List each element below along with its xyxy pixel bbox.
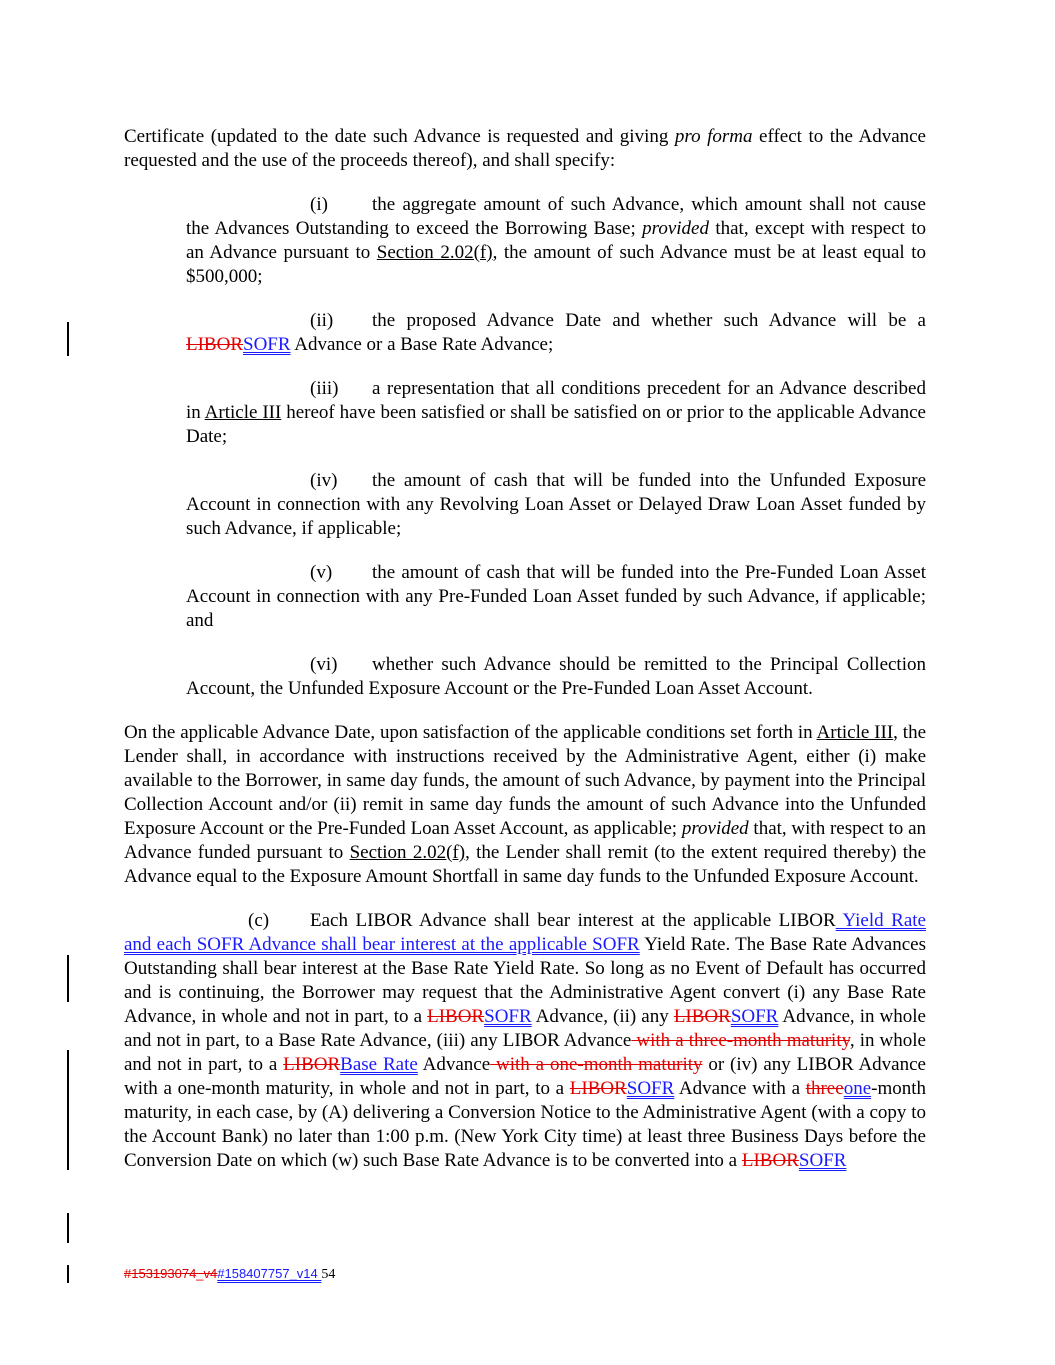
text-run: Advance, in whole and not in part, to a Base Rate Advance, (iii) any LIBOR Advance	[124, 1006, 926, 1051]
change-bar	[67, 1265, 69, 1283]
text-run: , the Lender shall remit (to the extent required thereby) the Advance equal to the Exposure Amount Shortfall in same day funds to the Unfunded Exposure Account.	[124, 842, 927, 887]
inserted-text: one	[843, 1078, 872, 1099]
list-item-paragraph	[186, 377, 926, 449]
list-item-paragraph	[186, 561, 926, 633]
text-run: whether such Advance should be remitted to the Principal Collection Account, the Unfunded Exposure Account or the Pre-Funded Loan Asset Account.	[186, 654, 926, 699]
text-run: the aggregate amount of such Advance, which amount shall not cause the Advances Outstanding to exceed the Borrowing Base;	[186, 194, 926, 239]
deleted-text: LIBOR	[427, 1006, 485, 1027]
cross-reference-link[interactable]: Section 2.02(f)	[376, 242, 493, 263]
paragraph	[124, 909, 926, 1173]
list-item-paragraph	[186, 469, 926, 541]
document-body	[124, 125, 926, 1193]
text-run: , the amount of such Advance must be at least equal to $500,000;	[186, 242, 926, 287]
paragraph	[124, 125, 926, 173]
text-run: Yield Rate. The Base Rate Advances Outstanding shall bear interest at the Base Rate Yield Rate. So long as no Event of Default has occurred and is continuing, the Borrower may request that the Administrative Agent convert (i) any Base Rate Advance, in whole and not in part, to a	[124, 934, 926, 1027]
paragraph	[124, 721, 926, 889]
clause-number: (i)	[310, 194, 328, 215]
deleted-text: LIBOR	[741, 1150, 799, 1171]
italic-text: provided	[642, 218, 709, 239]
text-run: On the applicable Advance Date, upon satisfaction of the applicable conditions set forth in	[124, 722, 817, 743]
text-run: Advance, (ii) any	[531, 1006, 674, 1027]
inserted-text: SOFR	[243, 334, 291, 355]
inserted-text: SOFR	[730, 1006, 779, 1027]
deleted-text: three	[805, 1078, 844, 1099]
text-run: hereof have been satisfied or shall be satisfied on or prior to the applicable Advance Date;	[186, 402, 926, 447]
change-bar	[67, 1050, 69, 1170]
change-bar	[67, 1213, 69, 1243]
text-run: Advance with a	[674, 1078, 806, 1099]
inserted-text: Base Rate	[340, 1054, 418, 1075]
inserted-text: SOFR	[484, 1006, 532, 1027]
cross-reference-link[interactable]: Article III	[204, 402, 282, 423]
page-number: 54	[321, 1267, 336, 1282]
clause-number: (iv)	[310, 470, 338, 491]
text-run: the amount of cash that will be funded into the Pre-Funded Loan Asset Account in connection with any Pre-Funded Loan Asset funded by such Advance, if applicable; and	[186, 562, 926, 631]
italic-text: pro forma	[674, 126, 753, 147]
clause-number: (vi)	[310, 654, 338, 675]
deleted-text: LIBOR	[673, 1006, 731, 1027]
inserted-doc-id: #158407757_v14	[217, 1266, 322, 1281]
deleted-text: with a one-month maturity	[490, 1054, 703, 1075]
deleted-text: LIBOR	[569, 1078, 627, 1099]
text-run: Certificate (updated to the date such Advance is requested and giving	[124, 126, 675, 147]
text-run: Each LIBOR Advance shall bear interest at the applicable LIBOR	[310, 910, 836, 931]
deleted-text: LIBOR	[186, 334, 243, 355]
clause-number: (c)	[248, 910, 270, 931]
text-run: a representation that all conditions precedent for an Advance described in	[186, 378, 926, 423]
list-item-paragraph	[186, 309, 926, 357]
deleted-doc-id: #153193074_v4	[124, 1266, 218, 1281]
deleted-text: LIBOR	[283, 1054, 341, 1075]
text-run: , the Lender shall, in accordance with instructions received by the Administrative Agent, either (i) make available to the Borrower, in same day funds, the amount of such Advance, by payment into the Principal Collection Account and/or (ii) remit in same day funds the amount of such Advance into the Unfunded Exposure Account or the Pre-Funded Loan Asset Account, as applicable;	[124, 722, 927, 839]
deleted-text: with a three-month maturity	[631, 1030, 850, 1051]
text-run: -month maturity, in each case, by (A) delivering a Conversion Notice to the Administrative Agent (with a copy to the Account Bank) no later than 1:00 p.m. (New York City time) at least three Business Days before the Conversion Date on which (w) such Base Rate Advance is to be converted into a	[124, 1078, 927, 1171]
clause-number: (ii)	[310, 310, 334, 331]
cross-reference-link[interactable]: Section 2.02(f)	[349, 842, 466, 863]
list-item-paragraph	[186, 653, 926, 701]
inserted-text: Yield Rate and each SOFR Advance shall bear interest at the applicable SOFR	[124, 910, 926, 955]
change-bar	[67, 322, 69, 356]
text-run: Advance	[417, 1054, 491, 1075]
text-run: effect to the Advance requested and the use of the proceeds thereof), and shall specify:	[124, 126, 926, 171]
list-item-paragraph	[186, 193, 926, 289]
text-run: that, except with respect to an Advance pursuant to	[186, 218, 926, 263]
text-run: or (iv) any LIBOR Advance with a one-month maturity, in whole and not in part, to a	[124, 1054, 926, 1099]
cross-reference-link[interactable]: Article III	[816, 722, 894, 743]
text-run: the amount of cash that will be funded into the Unfunded Exposure Account in connection with any Revolving Loan Asset or Delayed Draw Loan Asset funded by such Advance, if applicable;	[186, 470, 926, 539]
change-bar	[67, 955, 69, 1002]
inserted-text: SOFR	[626, 1078, 675, 1099]
clause-number: (v)	[310, 562, 333, 583]
text-run: the proposed Advance Date and whether such Advance will be a	[372, 310, 926, 331]
footer	[124, 1266, 335, 1283]
text-run: Advance or a Base Rate Advance;	[290, 334, 554, 355]
inserted-text: SOFR	[798, 1150, 847, 1171]
clause-number: (iii)	[310, 378, 339, 399]
italic-text: provided	[681, 818, 749, 839]
text-run: , in whole and not in part, to a	[124, 1030, 926, 1075]
text-run: that, with respect to an Advance funded pursuant to	[124, 818, 926, 863]
